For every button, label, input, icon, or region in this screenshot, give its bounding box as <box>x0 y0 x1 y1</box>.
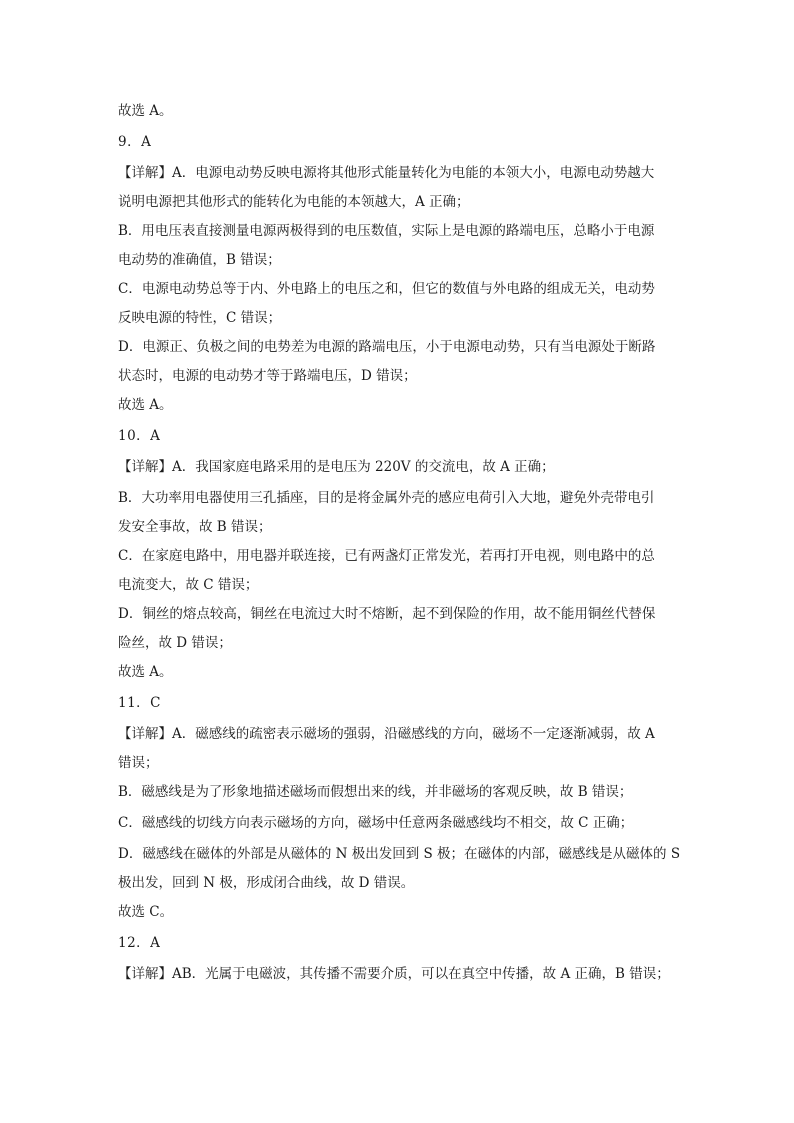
explanation-line: C．电源电动势总等于内、外电路上的电压之和，但它的数值与外电路的组成无关，电动势 <box>118 281 655 297</box>
explanation-line: B．用电压表直接测量电源两极得到的电压数值，实际上是电源的路端电压，总略小于电源 <box>118 223 655 239</box>
explanation-line: 【详解】A．电源电动势反映电源将其他形式能量转化为电能的本领大小，电源电动势越大 <box>118 165 655 181</box>
explanation-line: B．磁感线是为了形象地描述磁场而假想出来的线，并非磁场的客观反映，故 B 错误； <box>118 784 633 800</box>
question-number-10: 10．A <box>118 428 161 444</box>
explanation-line: 说明电源把其他形式的能转化为电能的本领越大，A 正确； <box>118 194 470 210</box>
explanation-line: C．在家庭电路中，用电器并联连接，已有两盏灯正常发光，若再打开电视，则电路中的总 <box>118 548 655 564</box>
question-number-11: 11．C <box>118 695 162 711</box>
conclusion-line: 故选 A。 <box>118 397 173 413</box>
explanation-line: 【详解】AB．光属于电磁波，其传播不需要介质，可以在真空中传播，故 A 正确，B 错误； <box>118 966 670 982</box>
explanation-line: 【详解】A．磁感线的疏密表示磁场的强弱，沿磁感线的方向，磁场不一定逐渐减弱，故 A <box>118 726 655 742</box>
explanation-line: 电流变大，故 C 错误； <box>118 577 259 593</box>
explanation-line: 极出发，回到 N 极，形成闭合曲线，故 D 错误。 <box>118 875 415 891</box>
conclusion-line: 故选 A。 <box>118 664 173 680</box>
explanation-line: 错误； <box>118 755 159 771</box>
answer-document <box>118 96 681 990</box>
question-number-12: 12．A <box>118 935 161 951</box>
explanation-line: D．铜丝的熔点较高，铜丝在电流过大时不熔断，起不到保险的作用，故不能用铜丝代替保 <box>118 606 656 622</box>
explanation-line: 发安全事故，故 B 错误； <box>118 519 272 535</box>
explanation-line: 状态时，电源的电动势才等于路端电压，D 错误； <box>118 368 417 384</box>
explanation-line: C．磁感线的切线方向表示磁场的方向，磁场中任意两条磁感线均不相交，故 C 正确； <box>118 815 634 831</box>
explanation-line: 电动势的准确值，B 错误； <box>118 252 281 268</box>
explanation-line: D．磁感线在磁体的外部是从磁体的 N 极出发回到 S 极；在磁体的内部，磁感线是从磁体的 S <box>118 846 681 862</box>
conclusion-line: 故选 C。 <box>118 904 174 920</box>
explanation-line: B．大功率用电器使用三孔插座，目的是将金属外壳的感应电荷引入大地，避免外壳带电引 <box>118 490 655 506</box>
explanation-line: 【详解】A．我国家庭电路采用的是电压为 220V 的交流电，故 A 正确； <box>118 459 555 475</box>
explanation-line: 险丝，故 D 错误； <box>118 635 232 651</box>
conclusion-line: 故选 A。 <box>118 103 173 119</box>
explanation-line: 反映电源的特性，C 错误； <box>118 310 282 326</box>
explanation-line: D．电源正、负极之间的电势差为电源的路端电压，小于电源电动势，只有当电源处于断路 <box>118 339 656 355</box>
question-number-9: 9．A <box>118 134 152 150</box>
